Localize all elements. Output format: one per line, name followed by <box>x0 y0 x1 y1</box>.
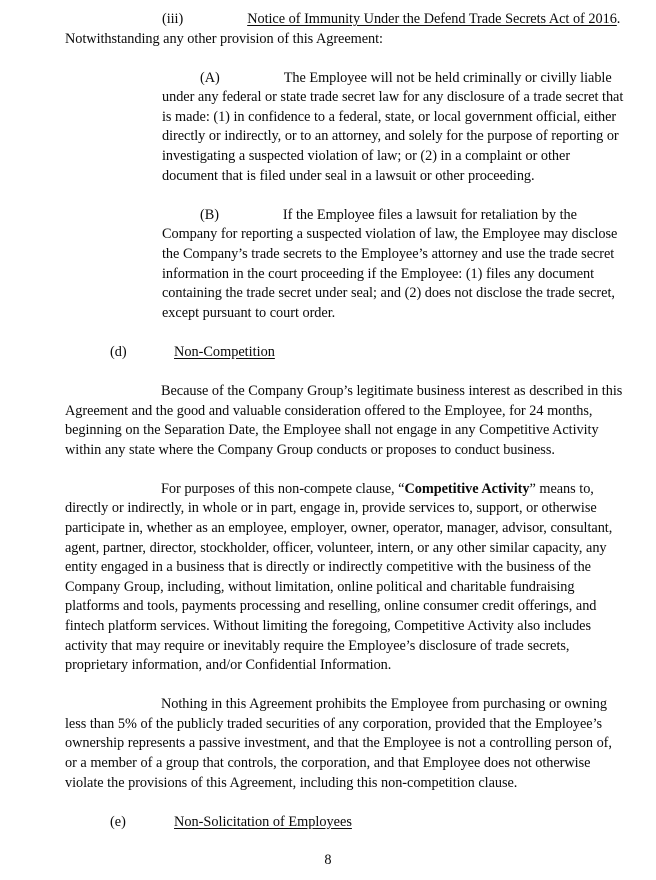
spacer <box>65 676 627 696</box>
clause-iii-marker: (iii) <box>162 11 184 27</box>
clause-d-paragraph-1: Because of the Company Group’s legitimate business interest as described in this Agreement and the good and valuable consideration offered to the Employee, for 24 months, beginning on the Separation Date, the Employee shall not engage in any Competitive Activity within any state where the Company Group conducts or proposes to conduct business. <box>65 382 623 458</box>
page-number: 8 <box>324 852 332 868</box>
subclause-b-text: If the Employee files a lawsuit for retaliation by the Company for reporting a suspected violation of law, the Employee may disclose the Company’s trade secrets to the Employee’s attorney and use the trade secret information in the court proceeding if the Employee: (1) files any document containing the trade secret under seal; and (2) does not disclose the trade secret, except pursuant to court order. <box>162 206 618 321</box>
clause-e-marker: (e) <box>110 813 126 830</box>
clause-e-heading: Non-Solicitation of Employees <box>174 813 352 830</box>
subclause-a-marker: (A) <box>200 69 220 86</box>
spacer <box>65 323 627 343</box>
competitive-activity-term: Competitive Activity <box>404 480 530 497</box>
subclause-b-marker: (B) <box>200 206 219 223</box>
document-body <box>65 10 627 832</box>
spacer <box>162 186 627 206</box>
clause-e-heading-row <box>65 813 627 833</box>
clause-d-paragraph-3: Nothing in this Agreement prohibits the Employee from purchasing or owning less than 5% of the publicly traded securities of any corporation, provided that the Employee’s ownership represents a passive investment, and that the Employee is not a controlling person of, or a member of a group that controls, the corporation, and that Employee does not otherwise violate the provisions of this Agreement, including this non-competition clause. <box>65 696 612 791</box>
clause-iii-heading: Notice of Immunity Under the Defend Trade Secrets Act of 2016 <box>247 11 617 27</box>
subclause-a-paragraph <box>162 69 627 187</box>
clause-d-marker: (d) <box>110 343 127 360</box>
spacer <box>65 460 627 480</box>
clause-iii-lead-in: Notwithstanding any other provision of this Agreement: <box>65 30 383 47</box>
clause-d-heading: Non-Competition <box>174 343 275 360</box>
competitive-activity-intro: For purposes of this non-compete clause, “ <box>161 480 405 497</box>
competitive-activity-definition: ” means to, directly or indirectly, in whole or in part, engage in, provide services to, support, or otherwise participate in, whether as an employee, employer, owner, operator, manager, advisor, consultant, agent, partner, director, stockholder, officer, volunteer, intern, or any other similar capacity, any entity engaged in a business that is directly or indirectly competitive with the business of the Company Group, including, without limitation, online political and charitable fundraising platforms and tools, payments processing and reselling, online consumer credit offerings, and fintech platform services. Without limiting the foregoing, Competitive Activity also includes activity that may require or inevitably require the Employee’s disclosure of trade secrets, proprietary information, and/or Confidential Information. <box>65 480 613 674</box>
clause-d-heading-row <box>65 343 627 363</box>
spacer <box>65 49 627 69</box>
clause-d-paragraph-2 <box>65 480 627 676</box>
spacer <box>65 793 627 813</box>
subclause-b-paragraph <box>162 206 627 324</box>
clause-iii-heading-period: . <box>616 11 621 27</box>
subclause-a-text: The Employee will not be held criminally or civilly liable under any federal or state trade secret law for any disclosure of a trade secret that is made: (1) in confidence to a federal, state, or local government official, either directly or indirectly, or to an attorney, and solely for the purpose of reporting or investigating a suspected violation of law; or (2) in a complaint or other document that is filed under seal in a lawsuit or other proceeding. <box>162 69 624 184</box>
spacer <box>65 362 627 382</box>
subclause-block <box>162 69 627 324</box>
clause-iii-paragraph <box>65 10 627 49</box>
